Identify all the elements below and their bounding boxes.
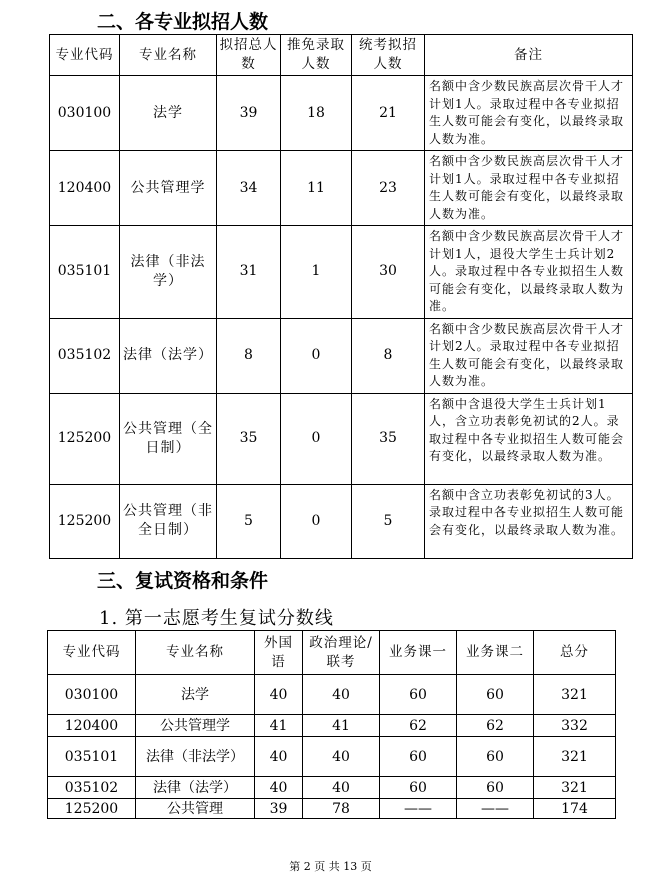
score-line-subheading: 1. 第一志愿考生复试分数线 <box>99 608 334 629</box>
major-code: 120400 <box>50 151 120 226</box>
course1-score: 60 <box>380 737 457 777</box>
header-plan: 拟招总人数 <box>217 35 281 76</box>
header-total: 总分 <box>534 631 616 675</box>
score-line-table <box>47 630 616 819</box>
note-text: 名额中含少数民族高层次骨干人才计划1人。录取过程中各专业拟招生人数可能会有变化，以最终录取人数为准。 <box>425 76 633 151</box>
major-name: 公共管理学 <box>120 151 217 226</box>
header-name: 专业名称 <box>136 631 255 675</box>
major-code: 125200 <box>48 799 136 819</box>
exam-count: 5 <box>352 484 425 558</box>
header-politics: 政治理论/联考 <box>303 631 380 675</box>
exempt-count: 0 <box>281 393 352 484</box>
exam-count: 8 <box>352 318 425 393</box>
plan-count: 34 <box>217 151 281 226</box>
major-code: 030100 <box>50 76 120 151</box>
exempt-count: 18 <box>281 76 352 151</box>
note-text: 名额中含立功表彰免初试的3人。录取过程中各专业拟招生人数可能会有变化，以最终录取人数为准。 <box>425 484 633 558</box>
table-row <box>50 226 633 319</box>
total-score: 321 <box>534 675 616 715</box>
table-row <box>48 799 616 819</box>
table-row <box>48 737 616 777</box>
table-row <box>48 675 616 715</box>
note-text: 名额中含少数民族高层次骨干人才计划1人，退役大学生士兵计划2人。录取过程中各专业拟招生人数可能会有变化，以最终录取人数为准。 <box>425 226 633 319</box>
politics-score: 41 <box>303 715 380 737</box>
table-header-row <box>50 35 633 76</box>
note-text: 名额中含少数民族高层次骨干人才计划1人。录取过程中各专业拟招生人数可能会有变化，以最终录取人数为准。 <box>425 151 633 226</box>
plan-count: 5 <box>217 484 281 558</box>
major-name: 公共管理（非全日制） <box>120 484 217 558</box>
total-score: 321 <box>534 737 616 777</box>
header-exempt: 推免录取人数 <box>281 35 352 76</box>
enrollment-plan-table <box>49 34 633 559</box>
plan-count: 8 <box>217 318 281 393</box>
plan-count: 39 <box>217 76 281 151</box>
total-score: 321 <box>534 777 616 799</box>
header-code: 专业代码 <box>50 35 120 76</box>
course2-score: 60 <box>457 675 534 715</box>
course1-score: 62 <box>380 715 457 737</box>
course2-score: 60 <box>457 737 534 777</box>
header-exam: 统考拟招人数 <box>352 35 425 76</box>
header-name: 专业名称 <box>120 35 217 76</box>
section-3-heading: 三、复试资格和条件 <box>97 570 269 592</box>
plan-count: 31 <box>217 226 281 319</box>
exempt-count: 0 <box>281 484 352 558</box>
major-code: 125200 <box>50 393 120 484</box>
page-footer: 第 2 页 共 13 页 <box>289 860 372 873</box>
politics-score: 78 <box>303 799 380 819</box>
foreign-score: 39 <box>255 799 303 819</box>
major-code: 120400 <box>48 715 136 737</box>
major-code: 125200 <box>50 484 120 558</box>
foreign-score: 40 <box>255 675 303 715</box>
major-name: 法律（非法学） <box>120 226 217 319</box>
table-row <box>50 484 633 558</box>
exam-count: 35 <box>352 393 425 484</box>
course1-score: 60 <box>380 675 457 715</box>
major-name: 公共管理（全日制） <box>120 393 217 484</box>
total-score: 332 <box>534 715 616 737</box>
major-name: 法学 <box>120 76 217 151</box>
table-row <box>48 777 616 799</box>
note-text: 名额中含退役大学生士兵计划1人，含立功表彰免初试的2人。录取过程中各专业拟招生人数可能会有变化，以最终录取人数为准。 <box>425 393 633 484</box>
header-code: 专业代码 <box>48 631 136 675</box>
course1-score: —— <box>380 799 457 819</box>
major-name: 法律（法学） <box>136 777 255 799</box>
major-code: 030100 <box>48 675 136 715</box>
foreign-score: 40 <box>255 777 303 799</box>
major-name: 公共管理 <box>136 799 255 819</box>
exempt-count: 1 <box>281 226 352 319</box>
section-2-heading: 二、各专业拟招人数 <box>97 11 269 33</box>
header-course1: 业务课一 <box>380 631 457 675</box>
total-score: 174 <box>534 799 616 819</box>
table-row <box>48 715 616 737</box>
major-name: 法学 <box>136 675 255 715</box>
header-note: 备注 <box>425 35 633 76</box>
course2-score: 62 <box>457 715 534 737</box>
exam-count: 21 <box>352 76 425 151</box>
foreign-score: 41 <box>255 715 303 737</box>
major-name: 法律（非法学） <box>136 737 255 777</box>
major-code: 035101 <box>48 737 136 777</box>
exempt-count: 0 <box>281 318 352 393</box>
major-code: 035101 <box>50 226 120 319</box>
exempt-count: 11 <box>281 151 352 226</box>
politics-score: 40 <box>303 777 380 799</box>
header-foreign: 外国语 <box>255 631 303 675</box>
table-row <box>50 151 633 226</box>
major-code: 035102 <box>50 318 120 393</box>
politics-score: 40 <box>303 737 380 777</box>
note-text: 名额中含少数民族高层次骨干人才计划2人。录取过程中各专业拟招生人数可能会有变化，以最终录取人数为准。 <box>425 318 633 393</box>
course2-score: —— <box>457 799 534 819</box>
table-header-row <box>48 631 616 675</box>
table-row <box>50 318 633 393</box>
exam-count: 30 <box>352 226 425 319</box>
table-row <box>50 76 633 151</box>
major-code: 035102 <box>48 777 136 799</box>
course2-score: 60 <box>457 777 534 799</box>
header-course2: 业务课二 <box>457 631 534 675</box>
major-name: 公共管理学 <box>136 715 255 737</box>
foreign-score: 40 <box>255 737 303 777</box>
exam-count: 23 <box>352 151 425 226</box>
plan-count: 35 <box>217 393 281 484</box>
table-row <box>50 393 633 484</box>
politics-score: 40 <box>303 675 380 715</box>
course1-score: 60 <box>380 777 457 799</box>
major-name: 法律（法学） <box>120 318 217 393</box>
